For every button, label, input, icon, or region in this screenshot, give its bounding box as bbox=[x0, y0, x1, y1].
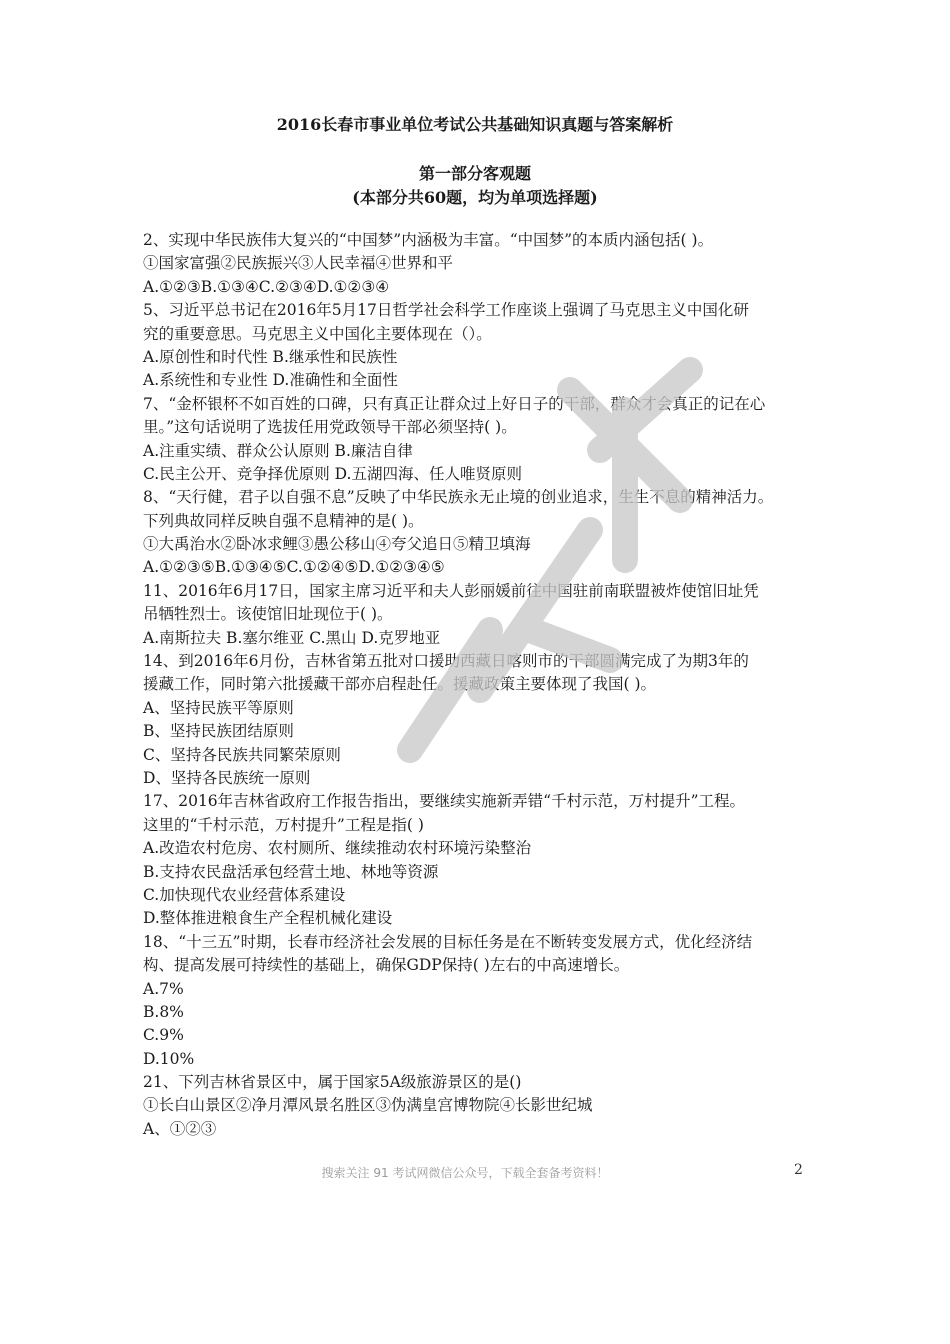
text-line: A.系统性和专业性 D.准确性和全面性 bbox=[143, 371, 398, 390]
text-line: 14、到2016年6月份，吉林省第五批对口援助西藏日喀则市的干部圆满完成了为期3年的 bbox=[143, 652, 749, 671]
text-line: 构、提高发展可持续性的基础上，确保GDP保持( )左右的中高速增长。 bbox=[143, 956, 630, 975]
text-line: C.9% bbox=[143, 1026, 184, 1045]
footer-note: 搜索关注 91 考试网微信公众号，下载全套备考资料！ bbox=[321, 1166, 609, 1180]
text-line: ①国家富强②民族振兴③人民幸福④世界和平 bbox=[143, 254, 454, 273]
text-line: A.改造农村危房、农村厕所、继续推动农村环境污染整治 bbox=[143, 839, 532, 858]
text-line: C.加快现代农业经营体系建设 bbox=[143, 885, 346, 904]
text-line: C、坚持各民族共同繁荣原则 bbox=[143, 745, 341, 764]
text-line: 8、“天行健，君子以自强不息”反映了中华民族永无止境的创业追求，生生不息的精神活力。 bbox=[143, 488, 774, 507]
text-line: 这里的“千村示范，万村提升”工程是指( ) bbox=[143, 815, 424, 834]
text-line: A、①②③ bbox=[143, 1119, 217, 1138]
text-line: ①长白山景区②净月潭风景名胜区③伪满皇宫博物院④长影世纪城 bbox=[143, 1096, 593, 1115]
section-title: 第一部分客观题 bbox=[418, 164, 531, 183]
text-line: B.支持农民盘活承包经营土地、林地等资源 bbox=[143, 862, 439, 881]
text-line: 11、2016年6月17日，国家主席习近平和夫人彭丽媛前往中国驻前南联盟被炸使馆旧址凭 bbox=[143, 581, 759, 600]
text-line: 21、下列吉林省景区中，属于国家5A级旅游景区的是() bbox=[143, 1073, 522, 1092]
text-line: 里。”这句话说明了选拔任用党政领导干部必须坚持( )。 bbox=[143, 418, 517, 437]
page-number: 2 bbox=[794, 1162, 803, 1178]
text-line: 吊牺牲烈士。该使馆旧址现位于( )。 bbox=[143, 605, 393, 624]
text-line: B.8% bbox=[143, 1002, 184, 1021]
text-line: 下列典故同样反映自强不息精神的是( )。 bbox=[143, 511, 424, 530]
text-line: D.整体推进粮食生产全程机械化建设 bbox=[143, 909, 393, 928]
text-line: 18、“十三五”时期，长春市经济社会发展的目标任务是在不断转变发展方式，优化经济结 bbox=[143, 932, 753, 951]
text-line: 7、“金杯银杯不如百姓的口碑，只有真正让群众过上好日子的干部，群众才会真正的记在心 bbox=[143, 394, 766, 413]
text-line: 2、实现中华民族伟大复兴的“中国梦”内涵极为丰富。“中国梦”的本质内涵包括( )。 bbox=[143, 231, 714, 249]
document-title: 2016长春市事业单位考试公共基础知识真题与答案解析 bbox=[276, 115, 674, 134]
text-line: D.10% bbox=[143, 1049, 195, 1068]
text-line: A.南斯拉夫 B.塞尔维亚 C.黑山 D.克罗地亚 bbox=[143, 628, 441, 647]
text-line: A、坚持民族平等原则 bbox=[143, 698, 294, 717]
section-subtitle: (本部分共60题，均为单项选择题) bbox=[352, 188, 598, 207]
text-line: 究的重要意思。马克思主义中国化主要体现在（）。 bbox=[143, 324, 492, 343]
text-line: A.7% bbox=[143, 979, 184, 998]
text-line: ①大禹治水②卧冰求鲤③愚公移山④夸父追日⑤精卫填海 bbox=[143, 535, 531, 554]
text-line: A.①②③⑤B.①③④⑤C.①②④⑤D.①②③④⑤ bbox=[143, 558, 445, 577]
text-line: B、坚持民族团结原则 bbox=[143, 722, 294, 741]
text-line: 援藏工作，同时第六批援藏干部亦启程赴任。援藏政策主要体现了我国( )。 bbox=[143, 675, 657, 694]
text-line: A.①②③B.①③④C.②③④D.①②③④ bbox=[143, 277, 390, 296]
question-list bbox=[143, 229, 809, 1141]
text-line: D、坚持各民族统一原则 bbox=[143, 768, 311, 787]
section-heading bbox=[0, 162, 950, 210]
text-line: 5、习近平总书记在2016年5月17日哲学社会科学工作座谈上强调了马克思主义中国化研 bbox=[143, 301, 749, 320]
text-line: C.民主公开、竞争择优原则 D.五湖四海、任人唯贤原则 bbox=[143, 464, 522, 483]
text-line: A.注重实绩、群众公认原则 B.廉洁自律 bbox=[143, 441, 413, 460]
text-line: A.原创性和时代性 B.继承性和民族性 bbox=[143, 347, 398, 366]
text-line: 17、2016年吉林省政府工作报告指出，要继续实施新弄错“千村示范，万村提升”工程。 bbox=[143, 792, 746, 811]
